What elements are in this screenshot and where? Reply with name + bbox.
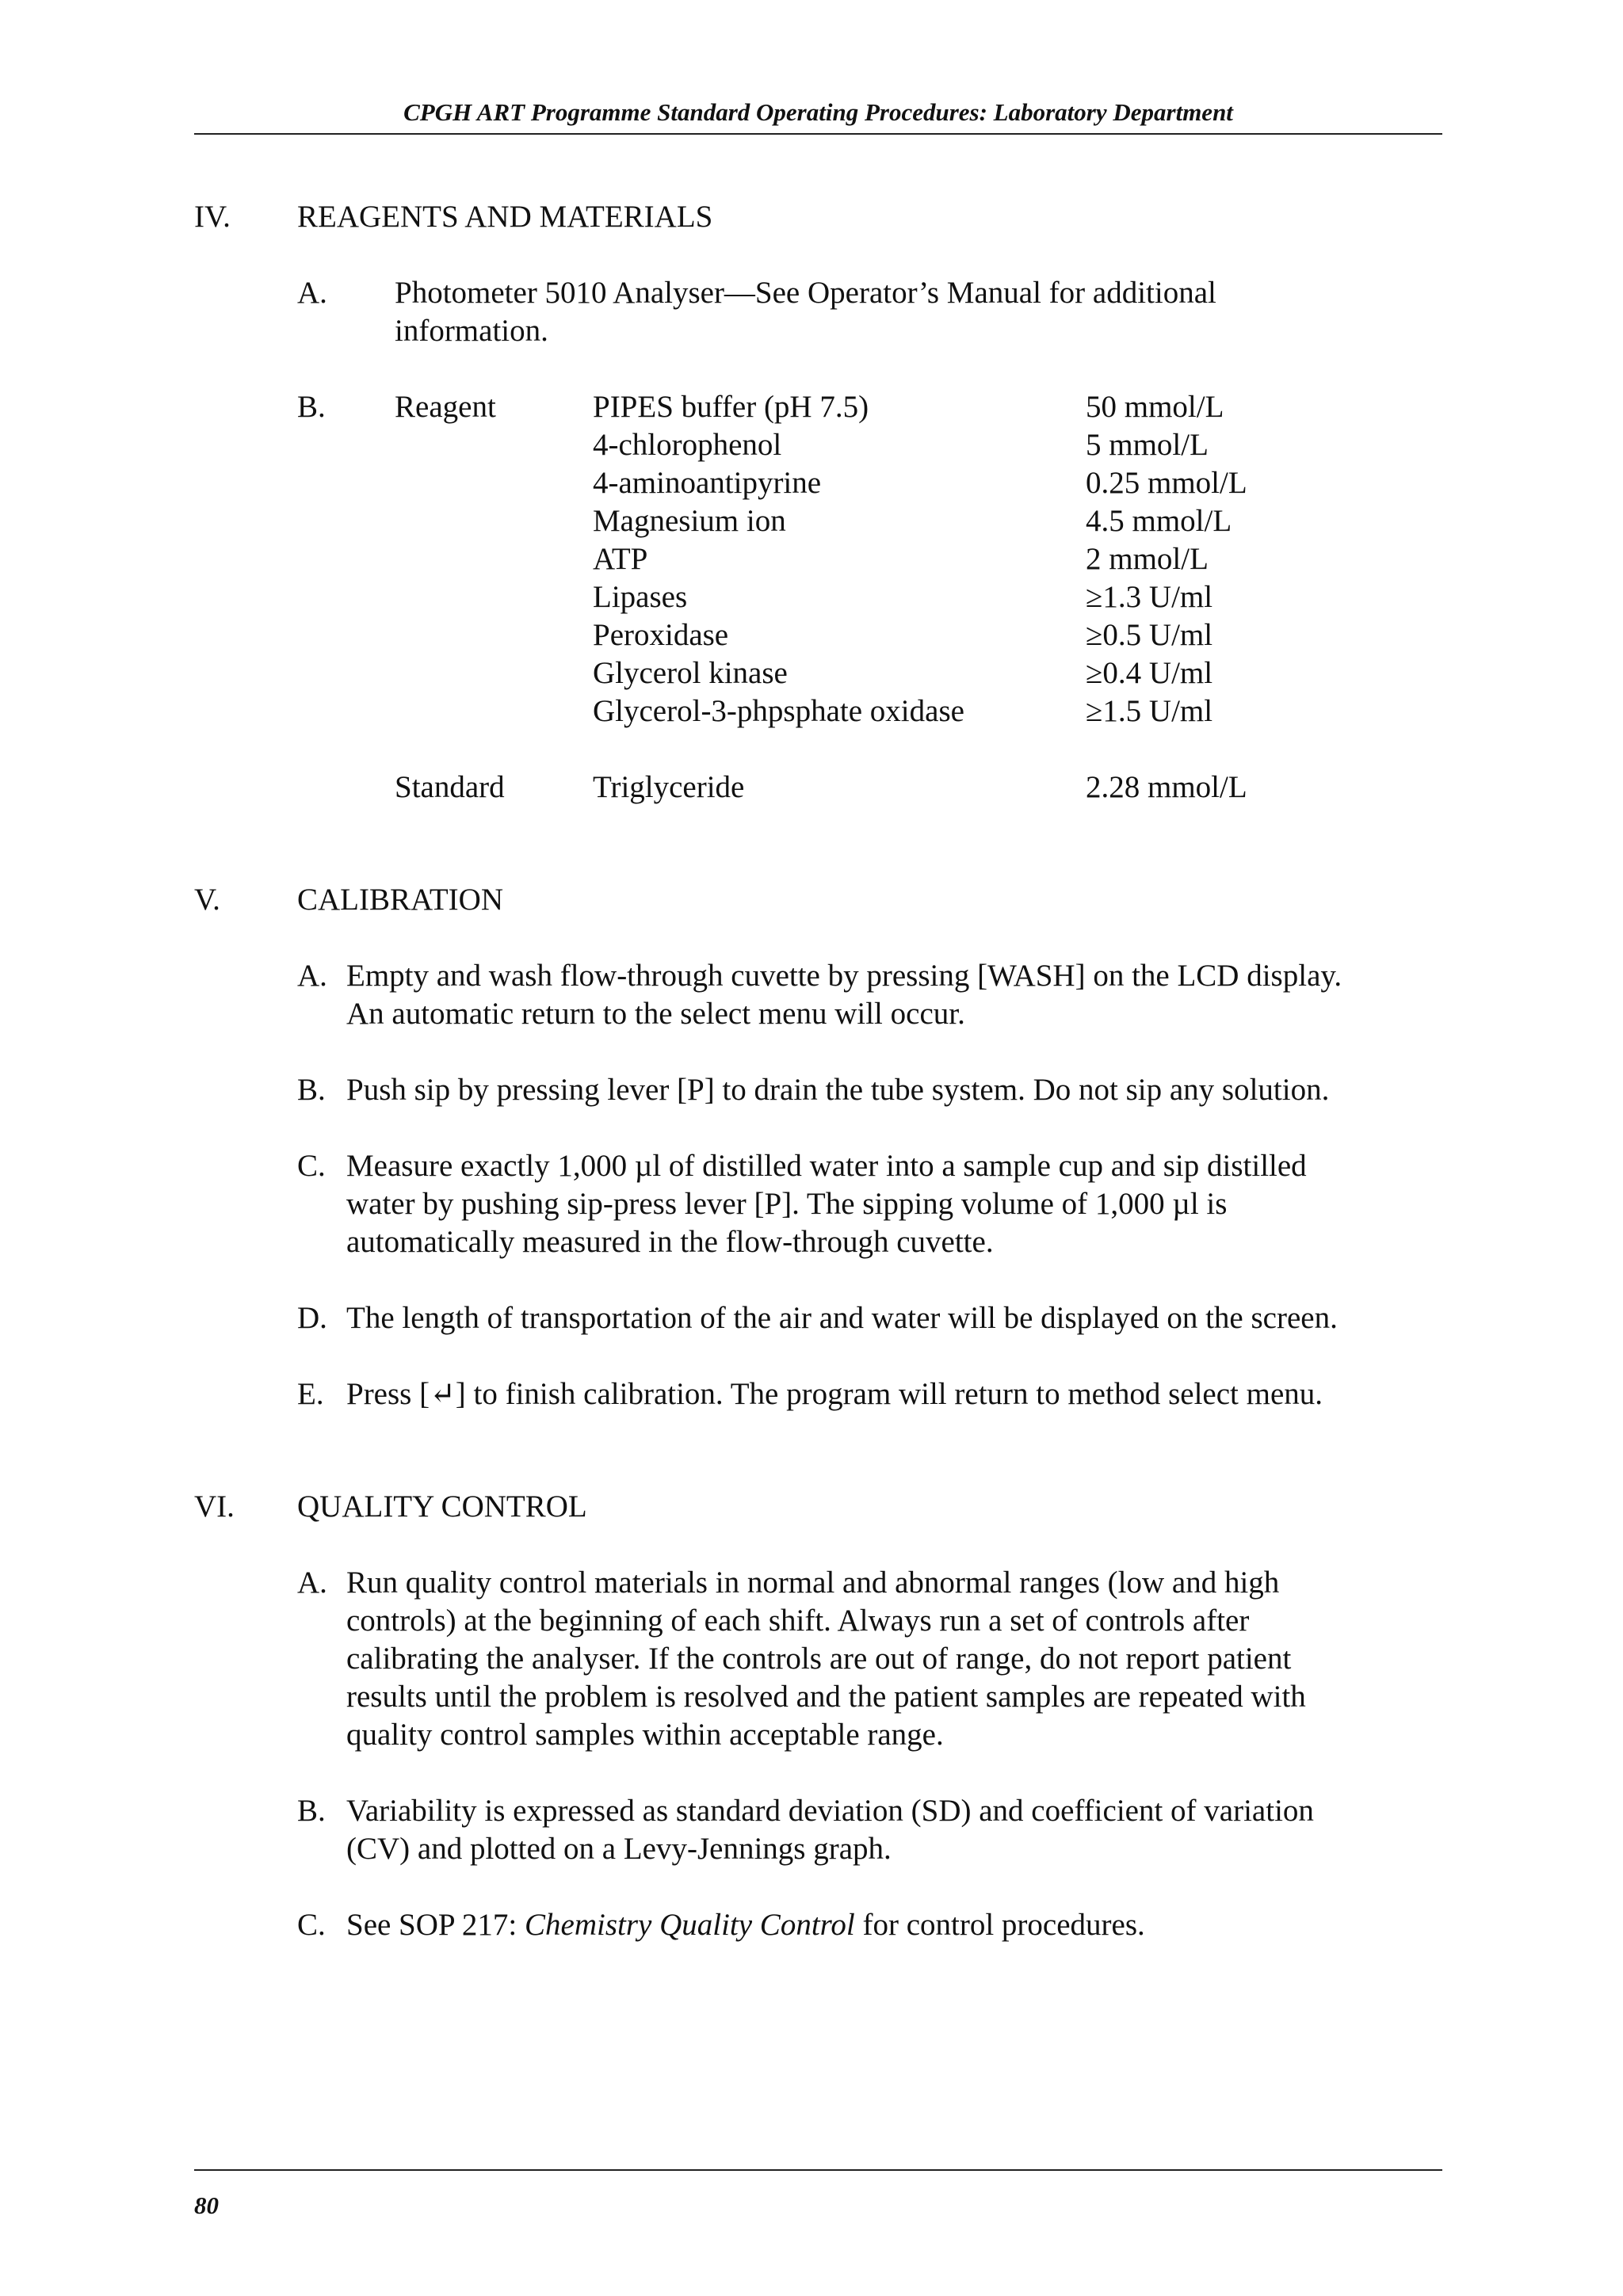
calibration-step-letter: E. [297,1377,324,1411]
qc-item-letter: A. [297,1566,327,1600]
reagent-name: ATP [593,542,648,576]
reagent-name: 4-aminoantipyrine [593,466,822,500]
section-vi-title: QUALITY CONTROL [297,1489,587,1524]
qc-item-c-suffix: for control procedures. [854,1908,1145,1942]
calibration-step-line: An automatic return to the select menu will occur. [346,997,965,1031]
page-number: 80 [194,2191,219,2219]
section-v-title: CALIBRATION [297,883,503,917]
reagent-value: ≥1.5 U/ml [1086,694,1213,728]
calibration-step-letter: B. [297,1073,326,1107]
qc-item-c-text [346,1906,1145,1944]
running-header: CPGH ART Programme Standard Operating Procedures: Laboratory Department [403,98,1233,126]
reagent-value: 0.25 mmol/L [1086,466,1247,500]
section-iv-item-b-letter: B. [297,390,326,424]
qc-item-line: (CV) and plotted on a Levy-Jennings graph. [346,1832,892,1866]
standard-value: 2.28 mmol/L [1086,770,1247,804]
calibration-step-letter: D. [297,1301,327,1335]
reagent-value: ≥0.4 U/ml [1086,656,1213,690]
calibration-step-line: The length of transportation of the air and water will be displayed on the screen. [346,1301,1338,1335]
qc-item-c-prefix: See SOP 217: [346,1908,525,1942]
qc-item-letter: B. [297,1794,326,1828]
section-iv-numeral: IV. [194,200,231,234]
calibration-step-line: Push sip by pressing lever [P] to drain the tube system. Do not sip any solution. [346,1073,1330,1107]
reagent-name: Lipases [593,580,688,614]
section-iv-item-a-letter: A. [297,276,327,310]
qc-item-line: Run quality control materials in normal and abnormal ranges (low and high [346,1566,1280,1600]
qc-item-line: results until the problem is resolved and the patient samples are repeated with [346,1680,1306,1714]
sop-reference-title: Chemistry Quality Control [525,1908,855,1942]
calibration-step-line: water by pushing sip-press lever [P]. The sipping volume of 1,000 µl is [346,1187,1228,1221]
section-v-numeral: V. [194,883,220,917]
qc-item-line: quality control samples within acceptable range. [346,1718,944,1752]
reagent-value: 50 mmol/L [1086,390,1224,424]
section-iv-title: REAGENTS AND MATERIALS [297,200,713,234]
reagent-value: 5 mmol/L [1086,428,1209,462]
section-iv-item-a-line2: information. [395,314,548,348]
calibration-step-line: automatically measured in the flow-through cuvette. [346,1225,994,1259]
reagent-value: 2 mmol/L [1086,542,1209,576]
calibration-step-letter: C. [297,1149,326,1183]
reagent-name: Magnesium ion [593,504,786,538]
section-vi-numeral: VI. [194,1489,235,1524]
standard-label: Standard [395,770,505,804]
header-rule [194,133,1442,135]
reagent-name: PIPES buffer (pH 7.5) [593,390,869,424]
reagent-value: ≥0.5 U/ml [1086,618,1213,652]
reagent-name: Glycerol kinase [593,656,788,690]
standard-name: Triglyceride [593,770,745,804]
qc-item-line: Variability is expressed as standard deviation (SD) and coefficient of variation [346,1794,1314,1828]
reagent-value: ≥1.3 U/ml [1086,580,1213,614]
qc-item-line: calibrating the analyser. If the controls are out of range, do not report patient [346,1642,1292,1676]
footer-rule [194,2169,1442,2171]
calibration-step-letter: A. [297,959,327,993]
calibration-step-line: Measure exactly 1,000 µl of distilled water into a sample cup and sip distilled [346,1149,1307,1183]
qc-item-letter: C. [297,1908,326,1942]
reagent-name: 4-chlorophenol [593,428,782,462]
reagent-name: Peroxidase [593,618,729,652]
calibration-step-line: Empty and wash flow-through cuvette by pressing [WASH] on the LCD display. [346,959,1342,993]
reagent-value: 4.5 mmol/L [1086,504,1232,538]
reagent-label: Reagent [395,390,496,424]
section-iv-item-a-line1: Photometer 5010 Analyser—See Operator’s Manual for additional [395,276,1216,310]
calibration-step-line: Press [↵] to finish calibration. The program will return to method select menu. [346,1377,1323,1411]
reagent-name: Glycerol-3-phpsphate oxidase [593,694,964,728]
qc-item-line: controls) at the beginning of each shift. Always run a set of controls after [346,1604,1250,1638]
